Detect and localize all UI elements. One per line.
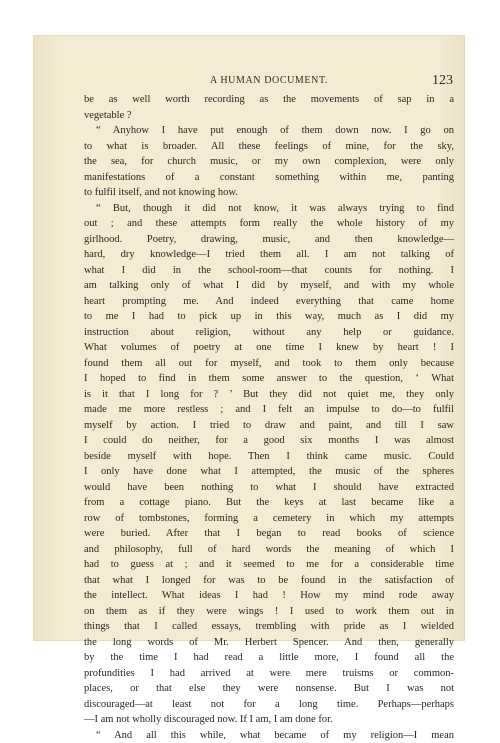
- text-line: found them all out for myself, and took to them only because: [84, 356, 454, 372]
- text-line: on them as if they were wings ! I used to work them out in: [84, 604, 454, 620]
- text-line: be as well worth recording as the movements of sap in a: [84, 92, 454, 108]
- text-line: to what is broader. All these feelings of mine, for the sky,: [84, 139, 454, 155]
- text-line: from a cottage piano. But the keys at last became like a: [84, 495, 454, 511]
- text-line: that what I longed for was to be found in the satisfaction of: [84, 573, 454, 589]
- text-line: am talking only of what I did by myself, and with my whole: [84, 278, 454, 294]
- text-line: discouraged—at least not for a long time. Perhaps—perhaps: [84, 697, 454, 713]
- text-line: beside myself with hope. Then I think came music. Could: [84, 449, 454, 465]
- text-line: the long words of Mr. Herbert Spencer. And then, generally: [84, 635, 454, 651]
- text-line: “ And all this while, what became of my religion—I mean: [84, 728, 454, 743]
- text-line: myself by action. I tried to draw and paint, and till I saw: [84, 418, 454, 434]
- text-line: by the time I had read a little more, I found all the: [84, 650, 454, 666]
- text-line: places, or that else they were nonsense. But I was not: [84, 681, 454, 697]
- text-line: What volumes of poetry at one time I knew by heart ! I: [84, 340, 454, 356]
- text-line: heart prompting me. And indeed everything that came home: [84, 294, 454, 310]
- book-page: [33, 35, 465, 641]
- text-line: made me more restless ; and I felt an impulse to do—to fulfil: [84, 402, 454, 418]
- body-text: [84, 92, 454, 743]
- text-line: to me I had to pick up in this way, much as I did my: [84, 309, 454, 325]
- text-line: I hoped to find in them some answer to the question, ‘ What: [84, 371, 454, 387]
- text-line: to fulfil itself, and not knowing how.: [84, 185, 454, 201]
- text-line: manifestations of a constant something within me, panting: [84, 170, 454, 186]
- text-line: out ; and these attempts form really the whole history of my: [84, 216, 454, 232]
- text-line: —I am not wholly discouraged now. If I am, I am done for.: [84, 712, 454, 728]
- text-line: the intellect. What ideas I had ! How my mind rode away: [84, 588, 454, 604]
- page-number: 123: [432, 73, 453, 89]
- text-line: hard, dry knowledge—I tried them all. I am not talking of: [84, 247, 454, 263]
- text-line: instruction about religion, without any help or guidance.: [84, 325, 454, 341]
- text-line: I only have done what I attempted, the music of the spheres: [84, 464, 454, 480]
- text-line: would have been nothing to what I should have extracted: [84, 480, 454, 496]
- text-line: the sea, for church music, or my own complexion, were only: [84, 154, 454, 170]
- text-line: things that I called essays, trembling with pride as I wielded: [84, 619, 454, 635]
- text-line: “ Anyhow I have put enough of them down now. I go on: [84, 123, 454, 139]
- text-line: I could do neither, for a good six months I was almost: [84, 433, 454, 449]
- text-line: and philosophy, full of hard words the meaning of which I: [84, 542, 454, 558]
- text-line: “ But, though it did not know, it was always trying to find: [84, 201, 454, 217]
- running-head: [85, 75, 453, 87]
- text-line: what I did in the school-room—that counts for nothing. I: [84, 263, 454, 279]
- text-line: profundities I had arrived at were mere truisms or common-: [84, 666, 454, 682]
- text-line: row of tombstones, forming a cemetery in which my attempts: [84, 511, 454, 527]
- text-line: had to guess at ; and it seemed to me for a considerable time: [84, 557, 454, 573]
- text-line: vegetable ?: [84, 108, 454, 124]
- text-line: is it that I long for ? ’ But they did not quiet me, they only: [84, 387, 454, 403]
- text-line: were buried. After that I began to read books of science: [84, 526, 454, 542]
- text-line: girlhood. Poetry, drawing, music, and then knowledge—: [84, 232, 454, 248]
- running-title: A HUMAN DOCUMENT.: [85, 75, 453, 86]
